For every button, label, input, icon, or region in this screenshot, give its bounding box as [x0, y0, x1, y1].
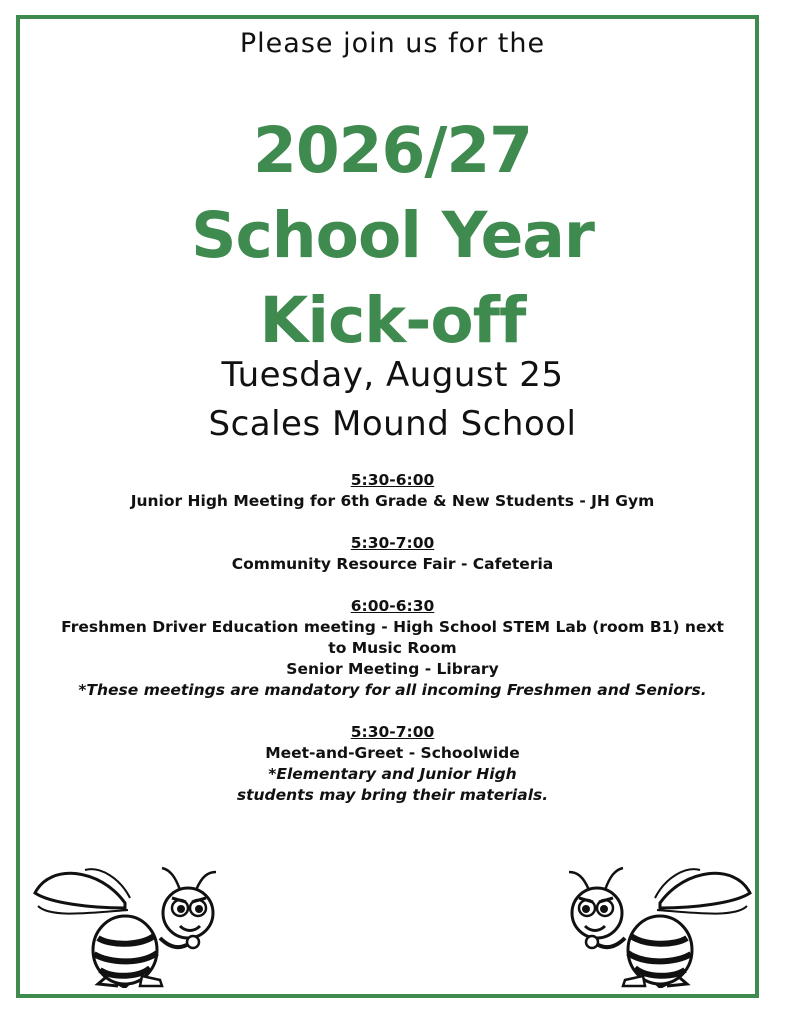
- schedule-line: Freshmen Driver Education meeting - High School STEM Lab (room B1) next: [61, 618, 724, 636]
- hornet-mascot-icon: [30, 858, 220, 988]
- schedule-time: 6:00-6:30: [350, 597, 435, 615]
- schedule-line: Junior High Meeting for 6th Grade & New Students - JH Gym: [130, 492, 655, 510]
- schedule-note: *These meetings are mandatory for all incoming Freshmen and Seniors.: [78, 681, 707, 699]
- schedule-line: to Music Room: [328, 639, 457, 657]
- event-title: [0, 108, 785, 363]
- title-line-1: 2026/27: [252, 114, 533, 187]
- schedule-note: students may bring their materials.: [236, 786, 549, 804]
- schedule-note: *Elementary and Junior High: [268, 765, 517, 783]
- schedule-item: [20, 596, 765, 701]
- event-date: Tuesday, August 25: [221, 355, 564, 395]
- schedule-time: 5:30-7:00: [350, 534, 435, 552]
- hornet-mascot-icon: [565, 858, 755, 988]
- schedule-line: Community Resource Fair - Cafeteria: [231, 555, 554, 573]
- schedule-item: [20, 722, 765, 806]
- intro-text: Please join us for the: [239, 28, 546, 59]
- schedule-item: [20, 470, 765, 512]
- title-line-2: School Year: [191, 199, 594, 272]
- schedule-line: Senior Meeting - Library: [286, 660, 499, 678]
- schedule-time: 5:30-7:00: [350, 723, 435, 741]
- event-location: Scales Mound School: [208, 404, 577, 444]
- schedule-time: 5:30-6:00: [350, 471, 435, 489]
- schedule-line: Meet-and-Greet - Schoolwide: [265, 744, 520, 762]
- schedule: [20, 470, 765, 827]
- schedule-item: [20, 533, 765, 575]
- title-line-3: Kick-off: [259, 284, 526, 357]
